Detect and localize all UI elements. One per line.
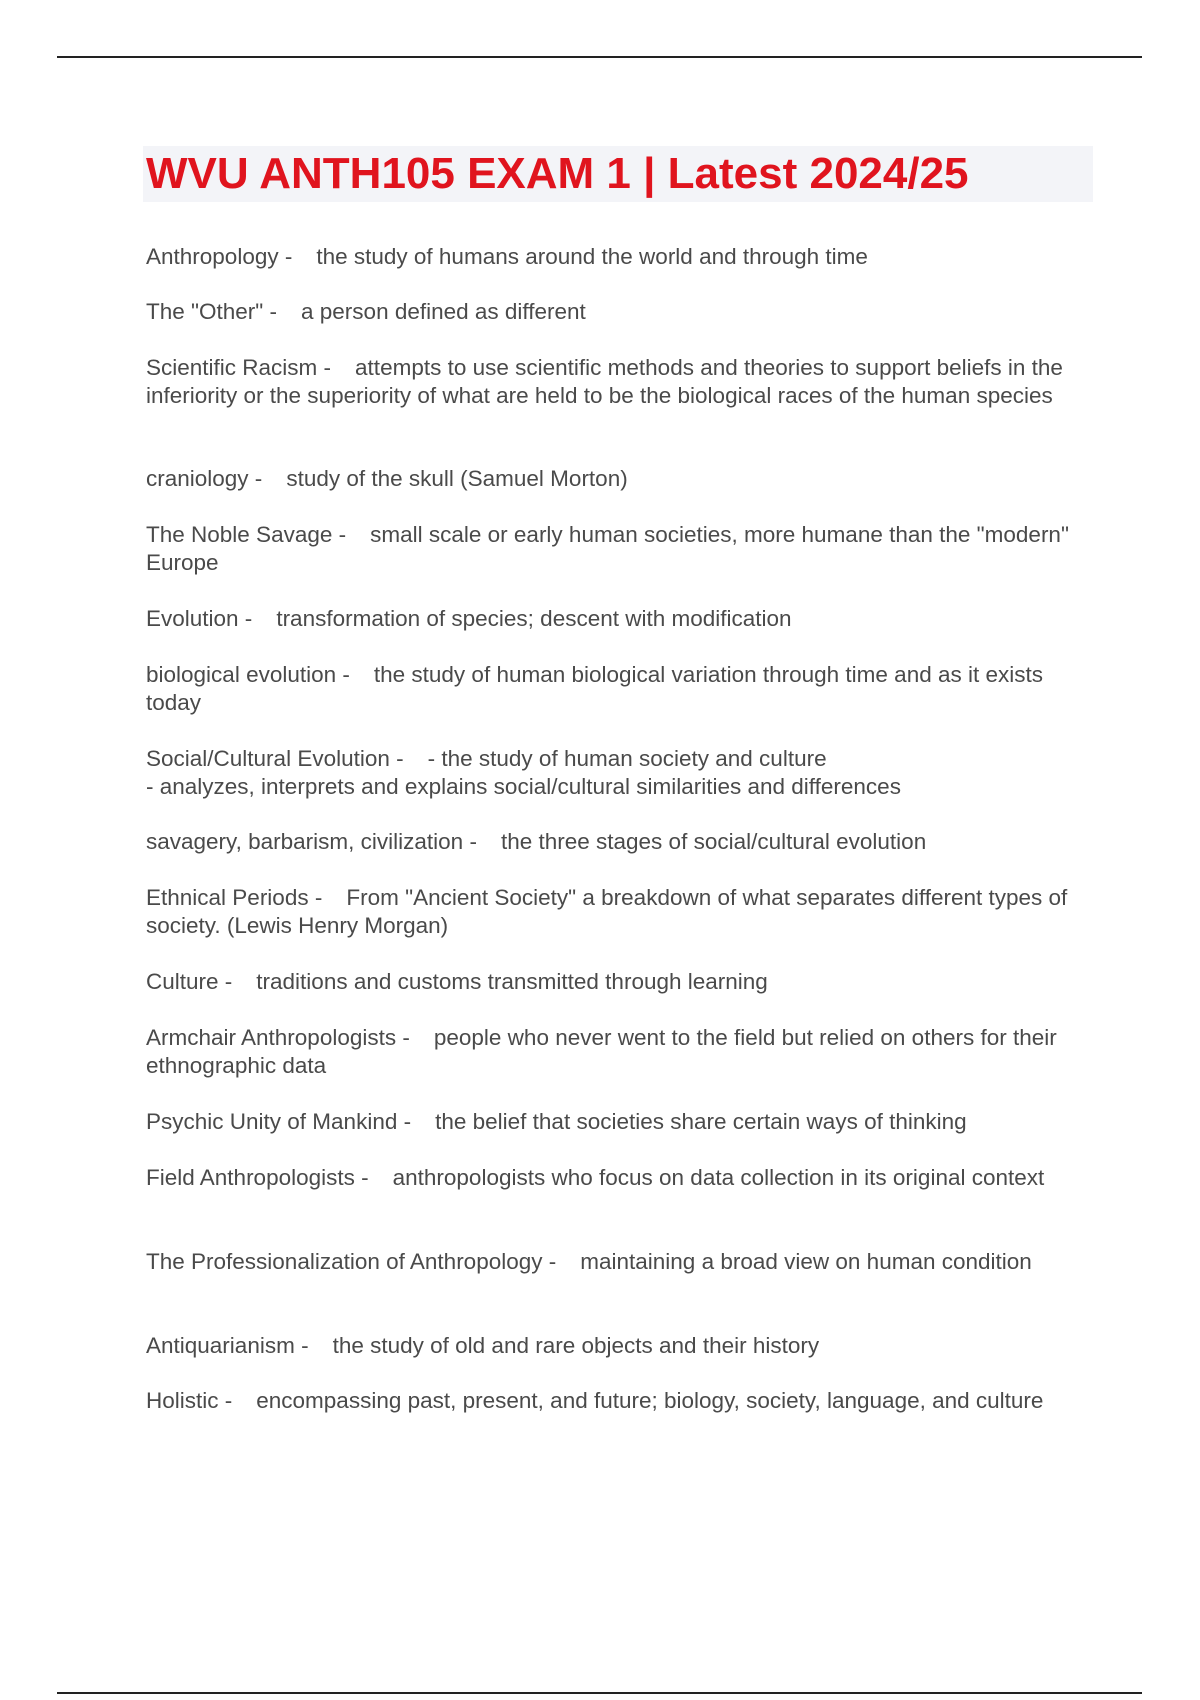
flashcard-entry <box>146 884 1076 940</box>
entry-definition: maintaining a broad view on human condition <box>580 1249 1032 1274</box>
document-title: WVU ANTH105 EXAM 1 | Latest 2024/25 <box>146 149 969 198</box>
entry-term: Social/Cultural Evolution - <box>146 746 404 771</box>
entry-definition: attempts to use scientific methods and theories to support beliefs in the inferiority or the superiority of what are held to be the biological races of the human species <box>146 355 1063 408</box>
entry-term: Psychic Unity of Mankind - <box>146 1109 412 1134</box>
entry-term: The "Other" - <box>146 299 278 324</box>
entry-term: Scientific Racism - <box>146 355 332 380</box>
entry-definition: - the study of human society and culture <box>427 746 827 771</box>
entry-definition: From "Ancient Society" a breakdown of what separates different types of society. (Lewis Henry Morgan) <box>146 885 1068 938</box>
entry-term: Field Anthropologists - <box>146 1165 369 1190</box>
entry-definition: encompassing past, present, and future; biology, society, language, and culture <box>256 1388 1044 1413</box>
entry-term: Armchair Anthropologists - <box>146 1025 410 1050</box>
entry-definition: the study of human biological variation through time and as it exists today <box>146 662 1043 715</box>
entry-term: Antiquarianism - <box>146 1333 309 1358</box>
top-rule <box>57 56 1142 58</box>
flashcard-entry <box>146 605 1076 633</box>
flashcard-entry <box>146 1387 1076 1415</box>
flashcard-entry <box>146 661 1076 717</box>
entry-definition: the study of humans around the world and through time <box>316 244 868 269</box>
entry-term: biological evolution - <box>146 662 350 687</box>
entry-definition: transformation of species; descent with modification <box>276 606 792 631</box>
entry-definition: the three stages of social/cultural evolution <box>500 829 927 854</box>
entry-term: Holistic - <box>146 1388 233 1413</box>
flashcard-entry <box>146 745 1076 801</box>
flashcard-entry <box>146 298 1076 326</box>
flashcard-entry <box>146 828 1076 856</box>
flashcard-entry <box>146 465 1076 493</box>
flashcard-entry <box>146 1248 1076 1276</box>
entry-definition: small scale or early human societies, more humane than the "modern" Europe <box>146 522 1069 575</box>
entry-definition: the study of old and rare objects and their history <box>332 1333 820 1358</box>
entry-term: Culture - <box>146 969 233 994</box>
flashcard-entry <box>146 354 1076 410</box>
entry-definition-line: - analyzes, interprets and explains social/cultural similarities and differences <box>146 774 901 799</box>
entry-definition: the belief that societies share certain ways of thinking <box>435 1109 967 1134</box>
flashcard-entry <box>146 1108 1076 1136</box>
entry-term: The Noble Savage - <box>146 522 347 547</box>
entry-term: craniology - <box>146 466 263 491</box>
flashcard-entry <box>146 521 1076 577</box>
entry-definition: anthropologists who focus on data collection in its original context <box>392 1165 1045 1190</box>
entry-definition: people who never went to the field but relied on others for their ethnographic data <box>146 1025 1057 1078</box>
entry-term: Anthropology - <box>146 244 293 269</box>
entry-term: The Professionalization of Anthropology - <box>146 1249 557 1274</box>
entry-definition: study of the skull (Samuel Morton) <box>286 466 628 491</box>
flashcard-entry <box>146 1332 1076 1360</box>
entry-definition: traditions and customs transmitted through learning <box>256 969 768 994</box>
bottom-rule <box>57 1692 1142 1694</box>
entry-term: savagery, barbarism, civilization - <box>146 829 477 854</box>
flashcard-entry <box>146 968 1076 996</box>
entry-term: Ethnical Periods - <box>146 885 323 910</box>
flashcard-entry <box>146 1164 1076 1192</box>
flashcard-entry <box>146 243 1076 271</box>
entry-term: Evolution - <box>146 606 253 631</box>
flashcard-entry <box>146 1024 1076 1080</box>
entry-definition: a person defined as different <box>301 299 586 324</box>
